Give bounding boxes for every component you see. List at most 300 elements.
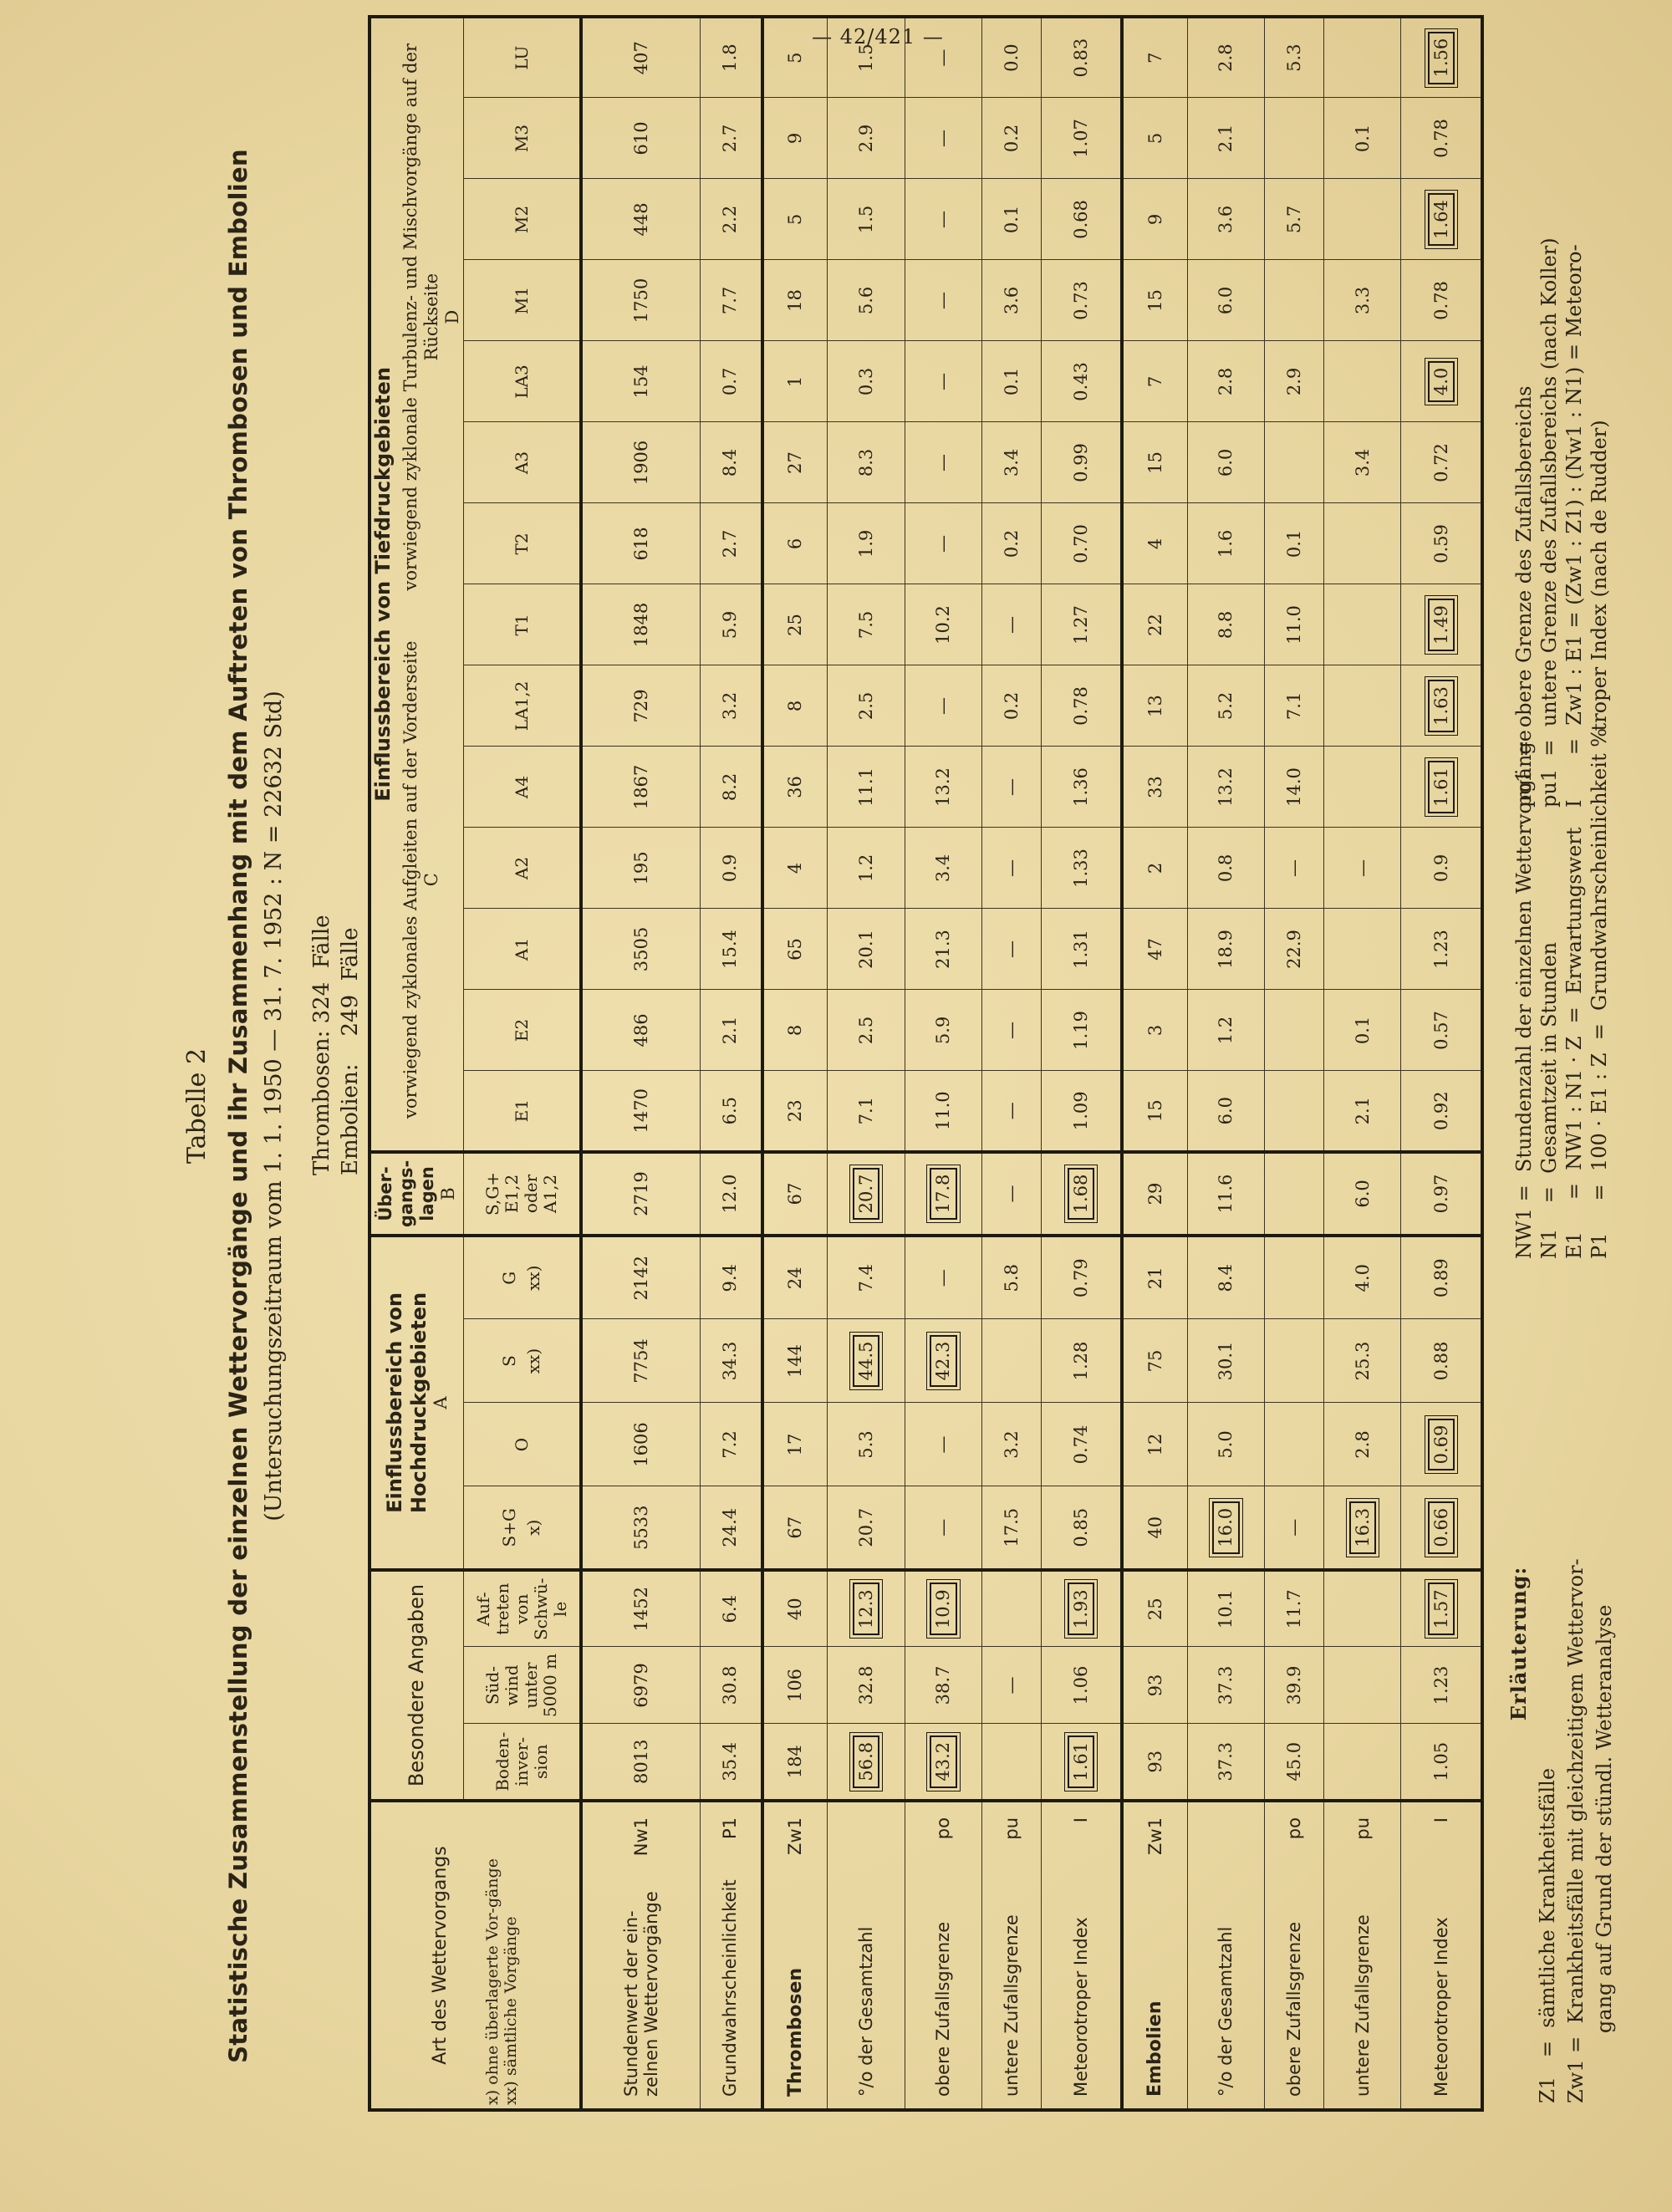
table-cell (1122, 1071, 1187, 1152)
column-header-16 (464, 422, 581, 503)
cell-value: 1.09 (1070, 1091, 1091, 1131)
table-cell (1401, 179, 1482, 260)
table-cell (1323, 1152, 1401, 1236)
legend-right (1511, 55, 1612, 808)
cell-value: 0.69 (1428, 1419, 1455, 1471)
table-cell (1323, 828, 1401, 909)
table-cell (1265, 1403, 1323, 1486)
table-cell (1323, 1647, 1401, 1724)
cell-value: 7.2 (720, 1430, 741, 1459)
table-cell (905, 1152, 982, 1236)
cell-value: 9.4 (720, 1264, 741, 1292)
cell-value: 2.8 (1352, 1430, 1373, 1459)
table-cell (905, 665, 982, 747)
table-row (827, 17, 905, 2110)
table-cell (827, 1570, 905, 1647)
table-cell (905, 1071, 982, 1152)
table-cell (581, 1152, 700, 1236)
table-cell (1041, 1403, 1122, 1486)
table-cell (1122, 17, 1187, 98)
cell-value: 154 (630, 364, 651, 399)
table-cell (762, 260, 828, 341)
table-cell (1401, 584, 1482, 665)
table-cell (1323, 98, 1401, 179)
cell-value: — (933, 1518, 954, 1537)
group-c-box (400, 626, 464, 1133)
table-cell (1265, 828, 1323, 909)
table-cell (762, 422, 828, 503)
cell-value: 7.1 (1283, 691, 1304, 721)
cell-value: 1.2 (855, 854, 876, 883)
header-group-a (370, 1236, 464, 1570)
cell-value: 8 (785, 1024, 806, 1037)
table-cell (1122, 990, 1187, 1071)
table-cell (581, 1486, 700, 1570)
table-cell (581, 747, 700, 828)
table-cell (1041, 260, 1122, 341)
cell-value: 8.2 (720, 772, 741, 802)
cell-value: 42.3 (930, 1335, 956, 1388)
statistics-table (368, 15, 1484, 2112)
cell-value: 1606 (630, 1422, 651, 1467)
table-cell (581, 1071, 700, 1152)
table-cell (1401, 503, 1482, 584)
cell-value: 1.07 (1070, 119, 1091, 158)
page-number: — 42/421 — (812, 25, 944, 48)
table-cell (581, 665, 700, 747)
table-cell (581, 1570, 700, 1647)
column-header-18 (464, 260, 581, 341)
table-cell (1122, 909, 1187, 990)
group-a-letter: A (431, 1396, 451, 1409)
table-cell (1401, 422, 1482, 503)
table-row (1122, 17, 1187, 2110)
cell-value: 1.49 (1428, 599, 1455, 651)
cell-value: — (933, 48, 954, 67)
cell-value: 0.43 (1070, 362, 1091, 401)
table-cell (762, 1403, 828, 1486)
table-cell (827, 17, 905, 98)
column-header-label: A2 (511, 856, 532, 880)
table-cell (1041, 1319, 1122, 1403)
table-cell (581, 828, 700, 909)
cell-value: 9 (1144, 213, 1165, 226)
table-cell (905, 1724, 982, 1801)
column-header-20 (464, 98, 581, 179)
table-cell (905, 1570, 982, 1647)
table-cell (1122, 341, 1187, 422)
table-cell (1041, 1486, 1122, 1570)
table-cell (1265, 1647, 1323, 1724)
table-cell (1122, 584, 1187, 665)
table-cell (1122, 1486, 1187, 1570)
table-cell (1323, 179, 1401, 260)
table-cell (581, 503, 700, 584)
table-cell (1401, 1724, 1482, 1801)
row-symbol: pu (1002, 1817, 1022, 1840)
cell-value: 5.3 (855, 1430, 876, 1459)
row-label: obere Zufallsgrenze (933, 1921, 954, 2097)
table-cell (1401, 1236, 1482, 1319)
group-d-box (400, 36, 464, 599)
cell-value: 37.3 (1216, 1741, 1236, 1781)
column-header-11 (464, 828, 581, 909)
cell-value: 1.63 (1428, 680, 1455, 732)
table-cell (905, 909, 982, 990)
column-header-label: A3 (511, 451, 532, 475)
table-cell (1401, 17, 1482, 98)
column-header-1 (464, 1647, 581, 1724)
table-body (581, 17, 1482, 2110)
cell-value: 1.68 (1068, 1168, 1094, 1221)
cell-value: 18 (785, 289, 806, 312)
cell-value: 0.92 (1430, 1091, 1451, 1131)
cell-value: 8.4 (1216, 1264, 1236, 1292)
cell-value: 6.0 (1352, 1180, 1373, 1208)
group-c-title: vorwiegend zyklonales Aufgleiten auf der Vorderseite (400, 640, 421, 1119)
table-cell (1323, 1236, 1401, 1319)
column-header-label: Boden-inver-sion (492, 1731, 551, 1792)
cell-value: 17.8 (930, 1168, 956, 1221)
cell-value: 45.0 (1283, 1741, 1304, 1781)
table-cell (827, 1647, 905, 1724)
cell-value: 30.8 (720, 1665, 741, 1705)
table-cell (982, 1152, 1041, 1236)
embolien-count: Embolien: 249 Fälle (338, 927, 363, 1175)
table-cell (700, 341, 762, 422)
table-cell (581, 990, 700, 1071)
cell-value: 5533 (630, 1505, 651, 1550)
thrombosen-count: Thrombosen: 324 Fälle (309, 915, 334, 1175)
row-label: Stundenwert der ein-zelnen Wettervorgänge (620, 1891, 661, 2097)
table-cell (905, 828, 982, 909)
cell-value: 12.0 (720, 1174, 741, 1214)
legend-right-line-3: I = Zw1 : E1 = (Zw1 : Z1) : (Nw1 : N1) = Meteoro- (1562, 244, 1586, 808)
table-cell (581, 179, 700, 260)
cell-value: — (1002, 1102, 1022, 1120)
legend-left-line-3: gang auf Grund der stündl. Wetteranalyse (1593, 1604, 1616, 2103)
cell-value: 22.9 (1283, 930, 1304, 969)
cell-value: 5.3 (1283, 43, 1304, 72)
cell-value: 1.64 (1428, 193, 1455, 246)
cell-value: 6.5 (720, 1097, 741, 1125)
cell-value: — (933, 291, 954, 309)
table-cell (762, 17, 828, 98)
table-cell (762, 747, 828, 828)
table-cell (700, 98, 762, 179)
table-cell (982, 422, 1041, 503)
cell-value: 3505 (630, 926, 651, 972)
table-row (982, 17, 1041, 2110)
table-cell (1401, 665, 1482, 747)
table-cell (1041, 1236, 1122, 1319)
table-cell (700, 584, 762, 665)
table-row (1323, 17, 1401, 2110)
table-cell (1323, 584, 1401, 665)
cell-value: 3.6 (1002, 286, 1022, 315)
cell-value: 1.28 (1070, 1341, 1091, 1381)
cell-value: 6.0 (1216, 448, 1236, 477)
table-cell (1041, 665, 1122, 747)
cell-value: 3.4 (1352, 448, 1373, 477)
cell-value: 12 (1144, 1433, 1165, 1456)
table-cell (762, 98, 828, 179)
table-cell (1265, 98, 1323, 179)
cell-value: 1.6 (1216, 529, 1236, 558)
column-header-label: M3 (511, 124, 532, 153)
legend-middle-line-1: NW1 = Stundenzahl der einzelnen Wettervorgänge (1512, 730, 1536, 1259)
table-cell (982, 98, 1041, 179)
cell-value: 8.4 (720, 448, 741, 477)
cell-value: 7.7 (720, 286, 741, 315)
table-row (1265, 17, 1323, 2110)
cell-value: 2.1 (720, 1016, 741, 1045)
cell-value: 1867 (630, 764, 651, 810)
cell-value: 38.7 (933, 1665, 954, 1705)
cell-value: 2719 (630, 1171, 651, 1216)
cell-value: — (1283, 859, 1304, 877)
table-cell (905, 1236, 982, 1319)
cell-value: 0.2 (1002, 691, 1022, 721)
table-cell (1265, 747, 1323, 828)
cell-value: 5 (1144, 132, 1165, 145)
table-cell (827, 422, 905, 503)
table-cell (1187, 990, 1265, 1071)
table-cell (827, 260, 905, 341)
cell-value: 1.06 (1070, 1665, 1091, 1705)
table-cell (1265, 17, 1323, 98)
cell-value: 486 (630, 1013, 651, 1047)
cell-value: 1848 (630, 602, 651, 648)
cell-value: 1.23 (1430, 1665, 1451, 1705)
row-symbol: P1 (720, 1817, 741, 1840)
cell-value: 1.61 (1428, 761, 1455, 813)
table-cell (905, 17, 982, 98)
table-cell (1122, 260, 1187, 341)
cell-value: 20.1 (855, 930, 876, 969)
row-label-cell (982, 1801, 1041, 2110)
cell-value: 0.66 (1428, 1501, 1455, 1554)
cell-value: — (1002, 859, 1022, 877)
table-cell (1122, 179, 1187, 260)
cell-value: 11.0 (1283, 605, 1304, 645)
column-header-13 (464, 665, 581, 747)
table-cell (1041, 341, 1122, 422)
table-cell (982, 17, 1041, 98)
table-cell (1323, 17, 1401, 98)
cell-value: 3.2 (720, 691, 741, 721)
column-header-2 (464, 1570, 581, 1647)
column-header-label: M2 (511, 205, 532, 234)
column-header-mark: xx) (523, 1265, 544, 1291)
cell-value: 1.57 (1428, 1583, 1455, 1635)
table-cell (1401, 341, 1482, 422)
cell-value: 2.9 (1283, 367, 1304, 396)
group-b-title: Über-gangs-lagen (375, 1160, 438, 1228)
cell-value: 0.74 (1070, 1425, 1091, 1465)
cell-value: 0.79 (1070, 1258, 1091, 1298)
table-cell (762, 1319, 828, 1403)
cell-value: — (1002, 1676, 1022, 1695)
column-header-label: S,G+ E1,2 oder A1,2 (482, 1171, 561, 1216)
row-label-cell (905, 1801, 982, 2110)
column-header-4 (464, 1403, 581, 1486)
table-row (1187, 17, 1265, 2110)
table-cell (700, 909, 762, 990)
table-cell (982, 1570, 1041, 1647)
cell-value: 13 (1144, 695, 1165, 717)
table-cell (1401, 828, 1482, 909)
header-art-label: Art des Wettervorgangs (429, 1846, 451, 2065)
table-cell (581, 260, 700, 341)
cell-value: 0.1 (1352, 1016, 1373, 1045)
table-cell (1323, 1071, 1401, 1152)
row-label-cell (581, 1801, 700, 2110)
legend-heading: Erläuterung: (1506, 1566, 1531, 1721)
cell-value: 67 (785, 1516, 806, 1539)
table-cell (762, 503, 828, 584)
table-cell (982, 1236, 1041, 1319)
cell-value: 33 (1144, 776, 1165, 798)
column-header-14 (464, 584, 581, 665)
cell-value: 10.1 (1216, 1589, 1236, 1629)
table-cell (762, 909, 828, 990)
table-cell (827, 98, 905, 179)
cell-value: 0.68 (1070, 200, 1091, 239)
cell-value: — (933, 534, 954, 553)
table-cell (700, 1403, 762, 1486)
table-cell (581, 1647, 700, 1724)
table-cell (700, 828, 762, 909)
table-row (905, 17, 982, 2110)
table-cell (982, 1486, 1041, 1570)
table-row (700, 17, 762, 2110)
cell-value: 10.2 (933, 605, 954, 645)
cell-value: 448 (630, 202, 651, 237)
table-cell (700, 1152, 762, 1236)
cell-value: 30.1 (1216, 1341, 1236, 1381)
cell-value: — (1002, 1021, 1022, 1039)
table-cell (905, 747, 982, 828)
cell-value: 6.0 (1216, 286, 1236, 315)
cell-value: 0.73 (1070, 281, 1091, 320)
column-header-10 (464, 909, 581, 990)
row-label-cell (762, 1801, 828, 2110)
column-header-label: Auf-treten von Schwü-le (472, 1577, 570, 1641)
legend-left-line-2: Zw1 = Krankheitsfälle mit gleichzeitigem Wettervor- (1564, 1558, 1588, 2103)
table-cell (700, 260, 762, 341)
cell-value: 729 (630, 689, 651, 723)
table-cell (1041, 909, 1122, 990)
table-cell (581, 98, 700, 179)
cell-value: 1.9 (855, 529, 876, 558)
cell-value: 65 (785, 938, 806, 961)
table-cell (762, 584, 828, 665)
table-cell (827, 909, 905, 990)
cell-value: — (933, 129, 954, 147)
group-d-letter: D (442, 309, 463, 324)
table-cell (1187, 747, 1265, 828)
row-label: obere Zufallsgrenze (1283, 1921, 1304, 2097)
table-cell (1187, 909, 1265, 990)
case-counts (308, 915, 364, 1175)
row-label: Embolien (1144, 2000, 1166, 2097)
table-cell (1265, 584, 1323, 665)
cell-value: 36 (785, 776, 806, 798)
column-header-label: S+G (499, 1508, 520, 1547)
table-cell (982, 1071, 1041, 1152)
table-cell (1041, 179, 1122, 260)
table-cell (905, 584, 982, 665)
cell-value: 40 (785, 1598, 806, 1621)
table-cell (982, 179, 1041, 260)
row-label: Thrombosen (784, 1967, 806, 2097)
table-cell (827, 1724, 905, 1801)
cell-value: 2.1 (1216, 124, 1236, 153)
column-header-5 (464, 1319, 581, 1403)
table-number: Tabelle 2 (182, 1047, 212, 1165)
table-cell (1323, 1570, 1401, 1647)
row-label: Meteorotroper Index (1070, 1917, 1091, 2097)
cell-value: — (1002, 1185, 1022, 1203)
table-cell (905, 1647, 982, 1724)
cell-value: 6979 (630, 1663, 651, 1708)
table-cell (1187, 665, 1265, 747)
table-cell (1187, 17, 1265, 98)
table-cell (1265, 665, 1323, 747)
column-header-label: G (499, 1271, 520, 1285)
table-cell (827, 665, 905, 747)
cell-value: 44.5 (853, 1335, 879, 1388)
row-symbol: I (1430, 1817, 1451, 1823)
legend-middle-line-2: N1 = Gesamtzeit in Stunden (1537, 941, 1561, 1259)
cell-value: 2.1 (1352, 1097, 1373, 1125)
cell-value: 15.4 (720, 930, 741, 969)
cell-value: 21.3 (933, 930, 954, 969)
cell-value: 6.0 (1216, 1097, 1236, 1125)
cell-value: 21 (1144, 1267, 1165, 1290)
cell-value: 8 (785, 700, 806, 712)
cell-value: 25 (785, 614, 806, 636)
table-cell (1122, 98, 1187, 179)
cell-value: 0.1 (1002, 367, 1022, 396)
cell-value: — (933, 1435, 954, 1454)
table-cell (1323, 990, 1401, 1071)
cell-value: 5.9 (933, 1016, 954, 1045)
cell-value: 0.88 (1430, 1341, 1451, 1381)
cell-value: 0.9 (1430, 854, 1451, 883)
table-cell (1187, 1319, 1265, 1403)
table-cell (1323, 1724, 1401, 1801)
cell-value: 1750 (630, 278, 651, 324)
cell-value: 0.2 (1002, 124, 1022, 153)
column-header-label: O (511, 1437, 532, 1452)
cell-value: — (1352, 859, 1373, 877)
table-cell (905, 260, 982, 341)
table-cell (700, 1486, 762, 1570)
cell-value: 15 (1144, 1099, 1165, 1123)
table-cell (762, 179, 828, 260)
table-cell (905, 341, 982, 422)
table-cell (982, 503, 1041, 584)
table-cell (982, 1647, 1041, 1724)
table-subtitle: (Untersuchungszeitraum vom 1. 1. 1950 — 31. 7. 1952 : N = 22632 Std) (261, 691, 287, 1521)
legend-right-line-1: po1 = obere Grenze des Zufallsbereichs (1512, 385, 1536, 808)
cell-value: 5.7 (1283, 205, 1304, 234)
table-cell (762, 1486, 828, 1570)
table-cell (982, 909, 1041, 990)
cell-value: 6.4 (720, 1595, 741, 1623)
